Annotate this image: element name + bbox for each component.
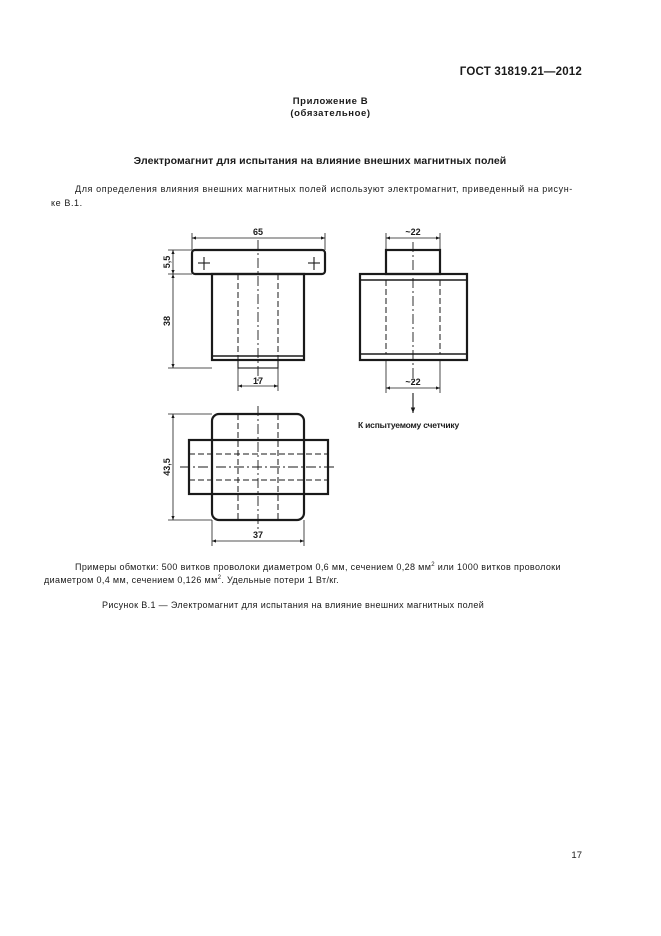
dim-plate-thickness: 5,5 <box>162 255 172 269</box>
front-top-plate <box>192 250 325 274</box>
dim-plan-width: 37 <box>252 530 264 540</box>
notes-line-2 <box>44 574 585 587</box>
notes-line-2-a: диаметром 0,4 мм, сечением 0,126 мм <box>44 575 218 585</box>
front-view <box>168 233 325 391</box>
section-heading: Электромагнит для испытания на влияние внешних магнитных полей <box>133 155 507 167</box>
crosshair-right-icon <box>308 257 320 270</box>
standard-code: ГОСТ 31819.21—2012 <box>459 66 582 78</box>
dim-plan-height: 43,5 <box>162 458 172 476</box>
annex-title: Приложение В <box>292 96 369 107</box>
dim-side-top-width: ~22 <box>405 227 421 237</box>
page-number: 17 <box>571 850 582 861</box>
crosshair-left-icon <box>198 257 210 270</box>
dim-core-height: 38 <box>162 315 172 327</box>
notes-line-1-b: или 1000 витков проволоки <box>434 562 561 572</box>
direction-label: К испытуемому счетчику <box>358 420 459 430</box>
notes-line-1 <box>75 562 561 572</box>
winding-notes <box>44 561 585 587</box>
notes-line-1-a: Примеры обмотки: 500 витков проволоки диаметром 0,6 мм, сечением 0,28 мм <box>75 562 432 572</box>
notes-line-2-b: . Удельные потери 1 Вт/кг. <box>221 575 339 585</box>
side-body <box>360 274 467 360</box>
intro-line-2: ке В.1. <box>51 198 83 208</box>
notes-sup-1: 2 <box>431 562 435 568</box>
dim-top-width: 65 <box>252 227 264 237</box>
dim-side-bottom-width: ~22 <box>405 377 421 387</box>
intro-line-1: Для определения влияния внешних магнитных полей используют электромагнит, приведенный на рисун- <box>75 184 573 194</box>
plan-view <box>168 406 337 546</box>
notes-sup-2: 2 <box>217 575 222 581</box>
figure-caption: Рисунок В.1 — Электромагнит для испытания на влияние внешних магнитных полей <box>102 600 485 610</box>
dim-core-width: 17 <box>252 376 264 386</box>
annex-status: (обязательное) <box>290 108 371 119</box>
